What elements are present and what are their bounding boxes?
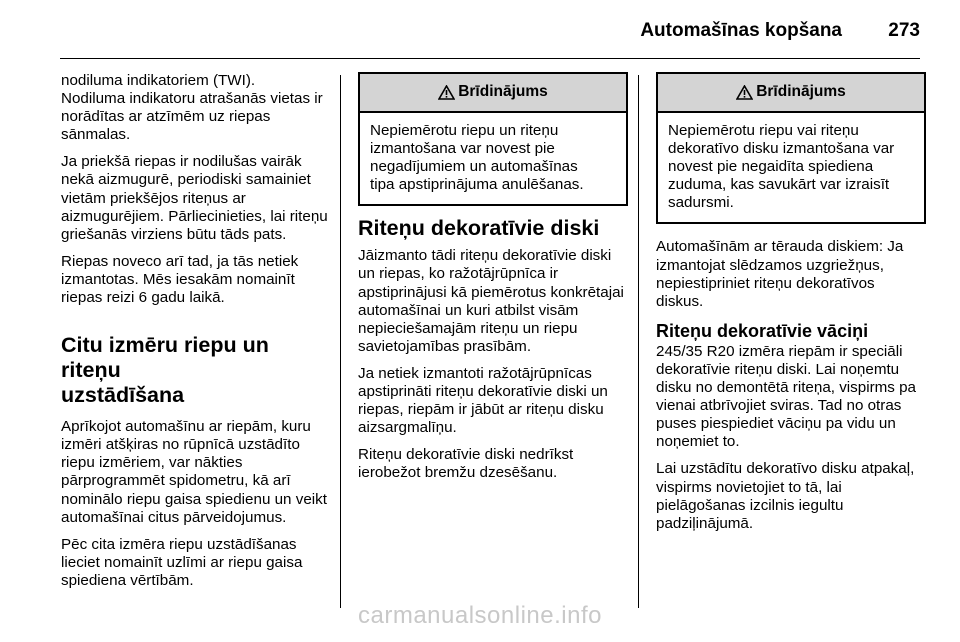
- paragraph: Riteņu dekoratīvie diski nedrīkst ierobežot bremžu dzesēšanu.: [358, 446, 574, 482]
- header-rule: [60, 58, 920, 59]
- column-1: [61, 72, 331, 599]
- warning-title: Brīdinājums: [756, 83, 846, 101]
- paragraph: Ja netiek izmantoti ražotājrūpnīcas apstiprināti riteņu dekoratīvie diski un riepas, riepām ir jābūt ar riteņu disku aizsargmalīņu.: [358, 364, 608, 437]
- page-number: 273: [888, 20, 920, 41]
- column-divider-1: [340, 75, 341, 608]
- paragraph: Ja priekšā riepas ir nodilušas vairāk nekā aizmugurē, periodiski samainiet vietām priekšējos riteņus ar aizmugurējiem. Pārliecinieties, lai riteņu griešanās virziens būtu tāds pats.: [61, 153, 328, 243]
- paragraph: Lai uzstādītu dekoratīvo disku atpakaļ, vispirms novietojiet to tā, lai pielāgošanas izcilnis iegultu padziļinājumā.: [656, 460, 915, 532]
- paragraph: Riepas noveco arī tad, ja tās netiek izmantotas. Mēs iesakām nomainīt riepas reizi 6 gadu laikā.: [61, 252, 299, 307]
- warning-header: [658, 74, 924, 113]
- page-title: Automašīnas kopšana: [640, 20, 842, 41]
- paragraph: 245/35 R20 izmēra riepām ir speciāli dekoratīvie riteņu diski. Lai noņemtu disku no demontētā riteņa, vispirms pa vienai atbrīvojiet sviras. Tad no otras puses piespiediet vāciņu pa vidu un noņemiet to.: [656, 342, 917, 451]
- watermark: carmanualsonline.info: [358, 602, 602, 629]
- section-heading: Riteņu dekoratīvie diski: [358, 216, 600, 241]
- column-3: [656, 72, 926, 542]
- paragraph: nodiluma indikatoriem (TWI). Nodiluma indikatoru atrašanās vietas ir norādītas ar atzīmēm uz riepas sānmalas.: [61, 72, 323, 144]
- warning-triangle-icon: [438, 85, 455, 100]
- paragraph: Automašīnām ar tērauda diskiem: Ja izmantojat slēdzamos uzgriežņus, nepiestipriniet riteņu dekoratīvos diskus.: [656, 238, 904, 310]
- warning-text: Nepiemērotu riepu vai riteņu dekoratīvo disku izmantošana var novest pie negaidīta spiediena zuduma, kas savukārt var izraisīt sadursmi.: [668, 122, 895, 212]
- column-divider-2: [638, 75, 639, 608]
- warning-header: [360, 74, 626, 113]
- paragraph: Aprīkojot automašīnu ar riepām, kuru izmēri atšķiras no rūpnīcā uzstādīto riepu izmēriem, var nākties pārprogrammēt spidometru, kā arī nominālo riepu gaisa spiedienu un veikt automašīnai citus pārveidojumus.: [61, 418, 327, 526]
- subsection-heading: Riteņu dekoratīvie vāciņi: [656, 320, 869, 341]
- warning-box: [358, 72, 628, 206]
- warning-triangle-icon: [736, 85, 753, 100]
- paragraph: Jāizmanto tādi riteņu dekoratīvie diski un riepas, ko ražotājrūpnīca ir apstiprinājusi kā piemērotus konkrētajai automašīnai un kuri atbilst visām nepieciešamajām riteņu un riepu savietojamības prasībām.: [358, 247, 624, 355]
- warning-text: Nepiemērotu riepu un riteņu izmantošana var novest pie negadījumiem un automašīnas tipa apstiprinājuma anulēšanas.: [370, 122, 584, 194]
- warning-box: [656, 72, 926, 224]
- column-2: [358, 72, 628, 492]
- page-header: [0, 0, 960, 60]
- warning-title: Brīdinājums: [458, 83, 548, 101]
- paragraph: Pēc cita izmēra riepu uzstādīšanas lieciet nomainīt uzlīmi ar riepu gaisa spiediena vērtībām.: [61, 535, 303, 589]
- section-heading: Citu izmēru riepu un riteņu uzstādīšana: [61, 333, 269, 408]
